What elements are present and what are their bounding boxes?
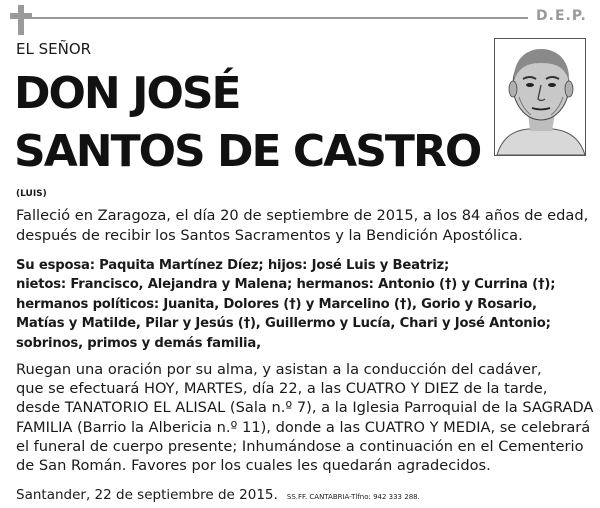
funeral-agency: SS.FF. CANTABRIA-Tlfno: 942 333 288.	[286, 493, 420, 501]
funeral-details	[16, 360, 594, 475]
nickname: (LUIS)	[16, 189, 47, 199]
family-line: Matías y Matilde, Pilar y Jesús (†), Guillermo y Lucía, Chari y José Antonio;	[16, 316, 551, 332]
funeral-line: desde TANATORIO EL ALISAL (Sala n.º 7), a la Iglesia Parroquial de la SAGRADA	[16, 399, 594, 417]
funeral-line: que se efectuará HOY, MARTES, día 22, a las CUATRO Y DIEZ de la tarde,	[16, 380, 548, 398]
honorific: EL SEÑOR	[16, 40, 92, 58]
cross-icon	[10, 5, 32, 35]
funeral-line: FAMILIA (Barrio la Albericia n.º 11), donde a las CUATRO Y MEDIA, se celebrará	[16, 418, 591, 436]
name-line-2: SANTOS DE CASTRO	[14, 126, 481, 177]
footer	[16, 484, 420, 503]
funeral-line: Ruegan una oración por su alma, y asistan a la conducción del cadáver,	[16, 361, 542, 378]
name-line-1: DON JOSÉ	[14, 68, 240, 119]
header-rule	[12, 17, 528, 19]
family-line: nietos: Francisco, Alejandra y Malena; hermanos: Antonio (†) y Currina (†);	[16, 277, 556, 293]
family-line: hermanos políticos: Juanita, Dolores (†) y Marcelino (†), Gorio y Rosario,	[16, 296, 537, 312]
portrait-icon	[495, 39, 585, 155]
dep-label: D.E.P.	[536, 8, 587, 24]
death-notice-line: Falleció en Zaragoza, el día 20 de septiembre de 2015, a los 84 años de edad,	[16, 207, 589, 224]
funeral-line: de San Román. Favores por los cuales les quedarán agradecidos.	[16, 457, 491, 475]
family-list	[16, 256, 588, 353]
family-line: Su esposa: Paquita Martínez Díez; hijos: José Luis y Beatriz;	[16, 258, 450, 273]
funeral-line: el funeral de cuerpo presente; Inhumándose a continuación en el Cementerio	[16, 437, 584, 455]
family-line: sobrinos, primos y demás familia,	[16, 335, 261, 351]
portrait-photo	[494, 38, 586, 156]
death-notice-line: después de recibir los Santos Sacramentos y la Bendición Apostólica.	[16, 227, 523, 244]
place-date: Santander, 22 de septiembre de 2015.	[16, 487, 278, 503]
death-notice	[16, 206, 588, 246]
